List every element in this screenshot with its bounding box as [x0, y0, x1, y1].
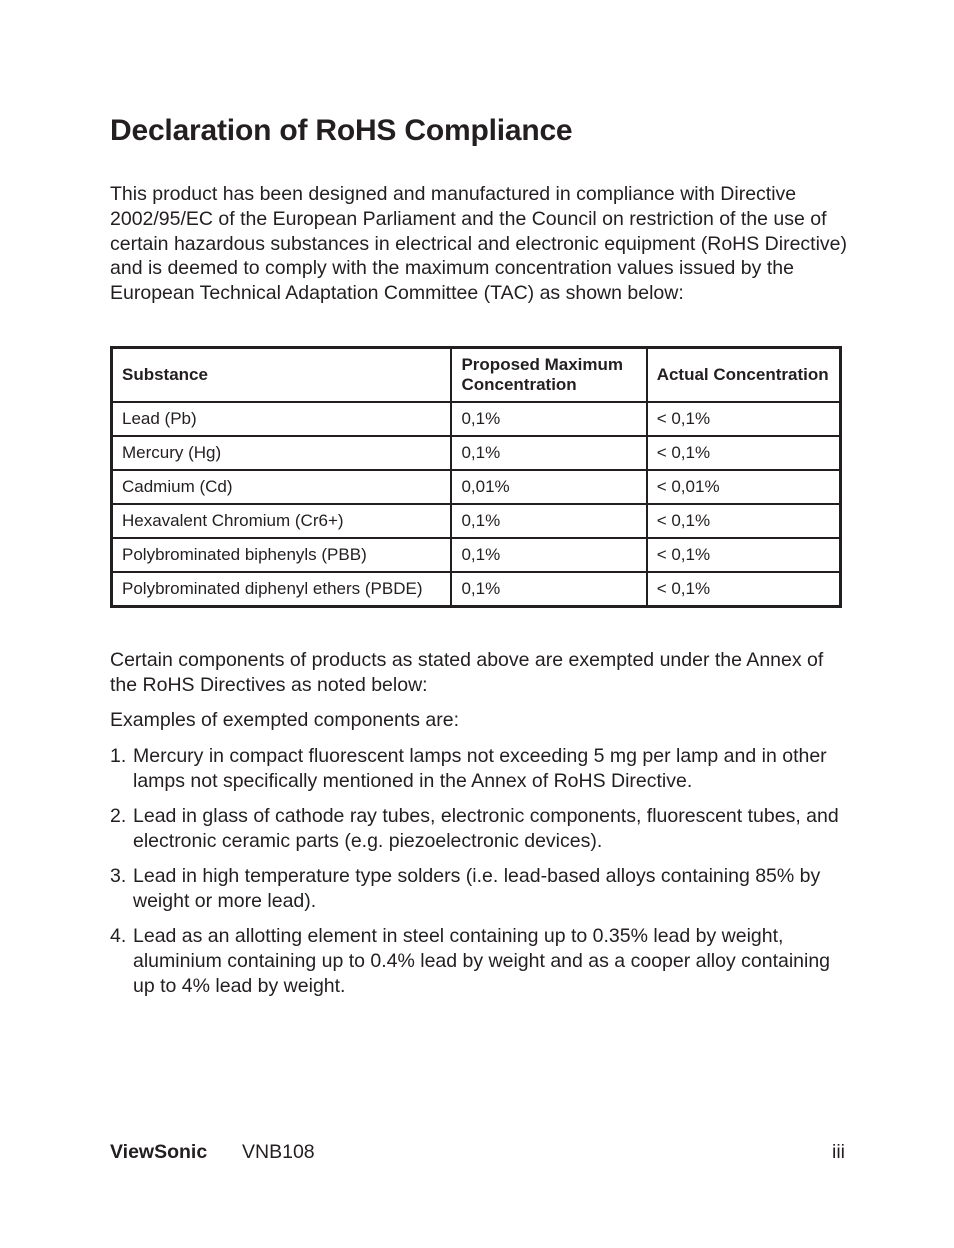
list-item [110, 744, 850, 794]
cell-actual: < 0,1% [647, 436, 841, 470]
table-row [112, 402, 841, 436]
list-item [110, 924, 850, 998]
header-proposed-label: Proposed Maximum Concentration [461, 355, 624, 394]
list-item [110, 804, 850, 854]
cell-proposed: 0,01% [451, 470, 646, 504]
list-number: 2. [110, 805, 127, 828]
cell-proposed: 0,1% [451, 572, 646, 607]
intro-paragraph: This product has been designed and manufactured in compliance with Directive 2002/95/EC of the European Parliament and the Council on restriction of the use of certain hazardous substances in electrical and electronic equipment (RoHS Directive) and is deemed to comply with the maximum concentration values issued by the European Technical Adaptation Committee (TAC) as shown below: [110, 183, 848, 305]
list-text: Lead in glass of cathode ray tubes, electronic components, fluorescent tubes, and electronic ceramic parts (e.g. piezoelectronic devices). [133, 805, 839, 852]
header-actual [647, 348, 841, 403]
cell-actual: < 0,1% [647, 504, 841, 538]
list-item [110, 864, 850, 914]
footer-brand: ViewSonic [110, 1141, 208, 1163]
table-header-row [112, 348, 841, 403]
exemption-list [110, 744, 850, 1009]
rohs-table [110, 346, 842, 608]
list-number: 3. [110, 865, 127, 888]
list-number: 4. [110, 925, 127, 948]
cell-substance: Polybrominated diphenyl ethers (PBDE) [112, 572, 452, 607]
header-proposed [451, 348, 646, 403]
table-row [112, 538, 841, 572]
exemption-paragraph: Certain components of products as stated above are exempted under the Annex of the RoHS Directives as noted below: [110, 649, 824, 696]
cell-actual: < 0,1% [647, 572, 841, 607]
list-text: Lead in high temperature type solders (i.e. lead-based alloys containing 85% by weight or more lead). [133, 865, 821, 912]
cell-substance: Lead (Pb) [112, 402, 452, 436]
cell-substance: Cadmium (Cd) [112, 470, 452, 504]
cell-proposed: 0,1% [451, 436, 646, 470]
cell-proposed: 0,1% [451, 538, 646, 572]
footer-model: VNB108 [242, 1141, 315, 1163]
page-number: iii [832, 1141, 845, 1163]
examples-intro: Examples of exempted components are: [110, 709, 460, 731]
table-row [112, 504, 841, 538]
list-number: 1. [110, 745, 127, 767]
page-title: Declaration of RoHS Compliance [110, 114, 573, 147]
cell-actual: < 0,1% [647, 402, 841, 436]
page-footer [110, 1141, 845, 1164]
cell-proposed: 0,1% [451, 402, 646, 436]
cell-substance: Polybrominated biphenyls (PBB) [112, 538, 452, 572]
list-text: Lead as an allotting element in steel containing up to 0.35% lead by weight, aluminium containing up to 0.4% lead by weight and as a cooper alloy containing up to 4% lead by weight. [133, 925, 831, 997]
list-text: Mercury in compact fluorescent lamps not exceeding 5 mg per lamp and in other lamps not specifically mentioned in the Annex of RoHS Directive. [133, 745, 827, 792]
cell-actual: < 0,1% [647, 538, 841, 572]
cell-proposed: 0,1% [451, 504, 646, 538]
cell-substance: Hexavalent Chromium (Cr6+) [112, 504, 452, 538]
table-row [112, 436, 841, 470]
table-row [112, 470, 841, 504]
header-actual-label: Actual Concentration [656, 365, 829, 384]
cell-actual: < 0,01% [647, 470, 841, 504]
cell-substance: Mercury (Hg) [112, 436, 452, 470]
table-row [112, 572, 841, 607]
header-substance: Substance [112, 348, 452, 403]
